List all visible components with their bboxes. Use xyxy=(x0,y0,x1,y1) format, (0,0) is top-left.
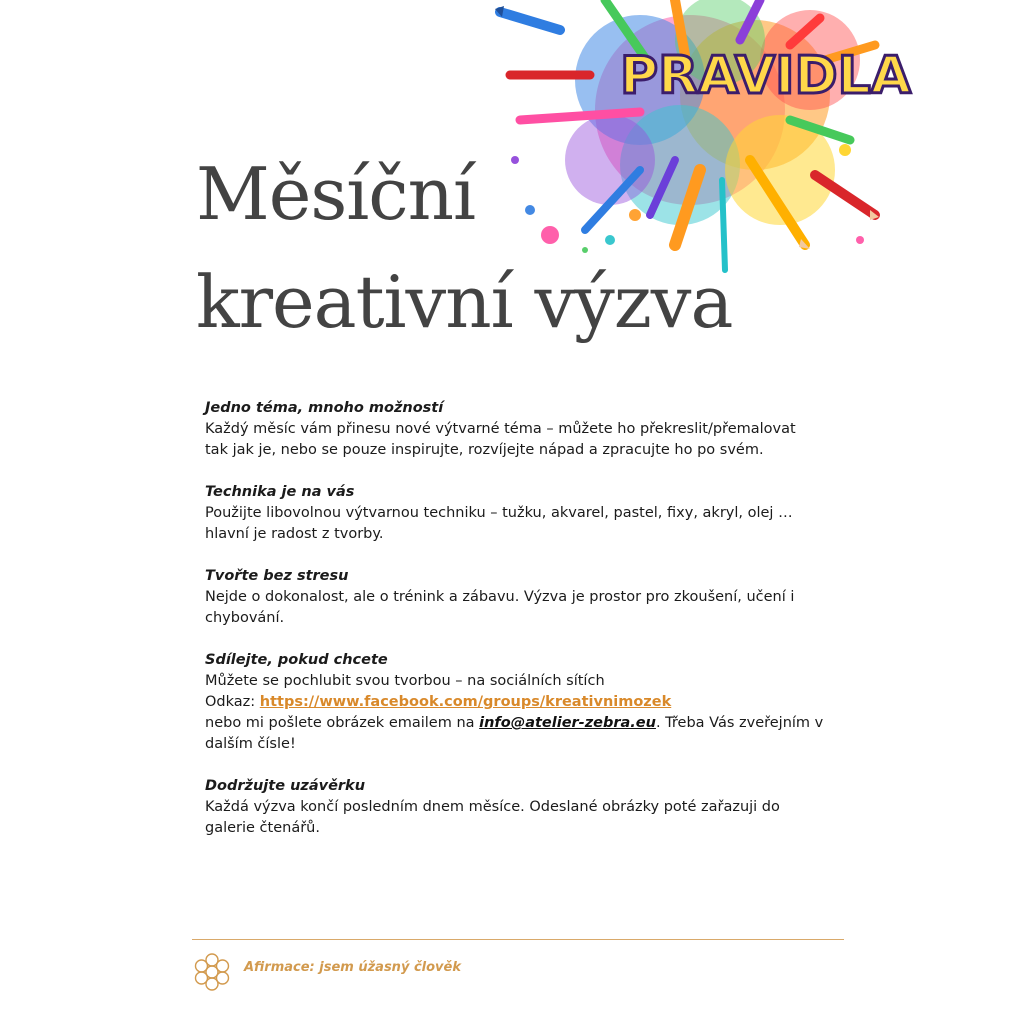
section-text-line: tak jak je, nebo se pouze inspirujte, rozvíjejte nápad a zpracujte ho po svém. xyxy=(205,442,764,458)
section-heading: Tvořte bez stresu xyxy=(205,568,349,584)
section-technique xyxy=(205,482,825,545)
link-line xyxy=(205,692,825,713)
title-line-1: Měsíční xyxy=(196,152,476,236)
section-text-line: Můžete se pochlubit svou tvorbou – na sociálních sítích xyxy=(205,673,605,689)
section-text-line: Použijte libovolnou výtvarnou techniku – tužku, akvarel, pastel, fixy, akryl, olej … xyxy=(205,505,793,521)
email-line xyxy=(205,713,825,734)
footer-divider xyxy=(192,939,844,940)
section-text-line: chybování. xyxy=(205,610,285,626)
title-line-2: kreativní výzva xyxy=(196,260,733,344)
section-text-line: Nejde o dokonalost, ale o trénink a zábavu. Výzva je prostor pro zkoušení, učení i xyxy=(205,589,795,605)
banner-text: PRAVIDLA xyxy=(620,46,912,106)
section-text-line: dalším čísle! xyxy=(205,736,296,752)
section-text-line: Každý měsíc vám přinesu nové výtvarné téma – můžete ho překreslit/přemalovat xyxy=(205,421,796,437)
flower-logo-icon xyxy=(191,951,233,993)
rules-content xyxy=(205,398,825,860)
facebook-group-link[interactable]: https://www.facebook.com/groups/kreativnimozek xyxy=(259,694,672,710)
section-text-line: galerie čtenářů. xyxy=(205,820,320,836)
page-title xyxy=(196,140,732,356)
section-heading: Technika je na vás xyxy=(205,484,355,500)
section-heading: Jedno téma, mnoho možností xyxy=(205,400,444,416)
email-link[interactable]: info@atelier-zebra.eu xyxy=(479,715,656,731)
section-heading: Sdílejte, pokud chcete xyxy=(205,652,388,668)
section-one-theme xyxy=(205,398,825,461)
footer-affirmation: Afirmace: jsem úžasný člověk xyxy=(244,960,461,975)
section-text-line: Každá výzva končí posledním dnem měsíce. Odeslané obrázky poté zařazuji do xyxy=(205,799,780,815)
email-prefix: nebo mi pošlete obrázek emailem na xyxy=(205,715,480,731)
section-heading: Dodržujte uzávěrku xyxy=(205,778,366,794)
section-no-stress xyxy=(205,566,825,629)
section-text-line: hlavní je radost z tvorby. xyxy=(205,526,384,542)
section-deadline xyxy=(205,776,825,839)
email-suffix: . Třeba Vás zveřejním v xyxy=(655,715,824,731)
section-share xyxy=(205,650,825,755)
link-prefix: Odkaz: xyxy=(205,694,260,710)
